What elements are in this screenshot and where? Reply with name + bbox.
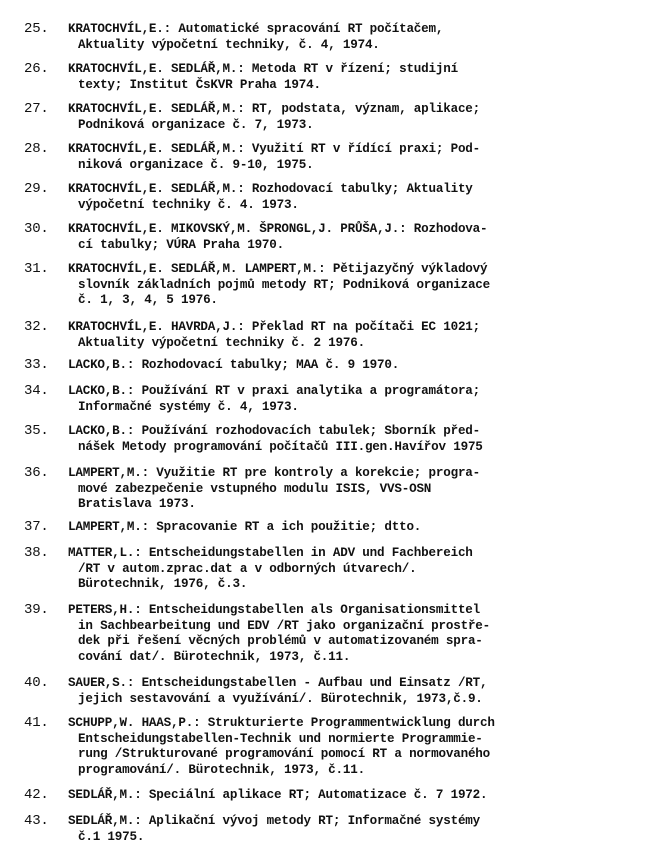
bibliography-entry xyxy=(24,466,664,513)
entry-text-line: KRATOCHVÍL,E. SEDLÁŘ,M.: Využití RT v řídící praxi; Pod- xyxy=(68,142,481,156)
entry-text-line: Entscheidungstabellen-Technik und normierte Programmie- xyxy=(78,731,483,746)
entry-text-line: in Sachbearbeitung und EDV /RT jako organizační prostře- xyxy=(78,618,491,633)
entry-number: 28. xyxy=(24,141,49,157)
entry-number: 35. xyxy=(24,423,49,439)
bibliography-entry xyxy=(24,358,664,374)
bibliography-entry xyxy=(24,716,664,778)
entry-text-line: Aktuality výpočetní techniky č. 2 1976. xyxy=(78,335,365,350)
bibliography-entry xyxy=(24,62,664,93)
bibliography-entry xyxy=(24,788,664,804)
entry-text-line: č.1 1975. xyxy=(78,829,145,844)
entry-text-line: LAMPERT,M.: Využitie RT pre kontroly a korekcie; progra- xyxy=(68,466,481,480)
entry-text-line: KRATOCHVÍL,E. SEDLÁŘ,M. LAMPERT,M.: Pětijazyčný výkladový xyxy=(68,262,488,276)
entry-text-line: texty; Institut ČsKVR Praha 1974. xyxy=(78,77,321,92)
entry-number: 26. xyxy=(24,61,49,77)
entry-number: 42. xyxy=(24,787,49,803)
entry-text-line: KRATOCHVÍL,E.: Automatické spracování RT počítačem, xyxy=(68,22,444,36)
entry-text-line: jejich sestavování a využívání/. Bürotechnik, 1973,č.9. xyxy=(78,691,483,706)
bibliography-entry xyxy=(24,676,664,707)
bibliography-entry xyxy=(24,102,664,133)
entry-number: 32. xyxy=(24,319,49,335)
entry-text-line: programování/. Bürotechnik, 1973, č.11. xyxy=(78,762,365,777)
entry-text-line: SCHUPP,W. HAAS,P.: Strukturierte Programmentwicklung durch xyxy=(68,716,495,730)
entry-text-line: Podniková organizace č. 7, 1973. xyxy=(78,117,314,132)
entry-text-line: Bratislava 1973. xyxy=(78,497,196,511)
bibliography-entry xyxy=(24,222,664,253)
bibliography-entry xyxy=(24,182,664,213)
bibliography-entry xyxy=(24,320,664,351)
bibliography-entry xyxy=(24,520,664,536)
bibliography-entry xyxy=(24,603,664,665)
entry-text-line: slovník základních pojmů metody RT; Podniková organizace xyxy=(78,277,491,292)
entry-text-line: SEDLÁŘ,M.: Speciální aplikace RT; Automatizace č. 7 1972. xyxy=(68,788,488,802)
entry-text-line: cí tabulky; VÚRA Praha 1970. xyxy=(78,237,285,252)
entry-text-line: SEDLÁŘ,M.: Aplikační vývoj metody RT; Informačné systémy xyxy=(68,814,481,828)
entry-text-line: KRATOCHVÍL,E. SEDLÁŘ,M.: Metoda RT v řízení; studijní xyxy=(68,62,458,76)
entry-number: 43. xyxy=(24,813,49,829)
bibliography-entry xyxy=(24,142,664,173)
entry-text-line: KRATOCHVÍL,E. HAVRDA,J.: Překlad RT na počítači EC 1021; xyxy=(68,320,481,334)
entry-text-line: LACKO,B.: Používání RT v praxi analytika a programátora; xyxy=(68,384,481,398)
entry-text-line: rung /Strukturované programování pomocí RT a normovaného xyxy=(78,747,491,761)
entry-number: 41. xyxy=(24,715,49,731)
entry-number: 38. xyxy=(24,545,49,561)
entry-text-line: výpočetní techniky č. 4. 1973. xyxy=(78,197,299,212)
entry-text-line: LACKO,B.: Používání rozhodovacích tabulek; Sborník před- xyxy=(68,424,481,438)
bibliography-entry xyxy=(24,262,664,309)
entry-text-line: niková organizace č. 9-10, 1975. xyxy=(78,157,314,172)
entry-number: 31. xyxy=(24,261,49,277)
entry-number: 29. xyxy=(24,181,49,197)
entry-text-line: č. 1, 3, 4, 5 1976. xyxy=(78,293,218,307)
bibliography-entry xyxy=(24,22,664,53)
entry-text-line: Informačné systémy č. 4, 1973. xyxy=(78,399,299,414)
entry-text-line: Bürotechnik, 1976, č.3. xyxy=(78,577,248,591)
entry-number: 27. xyxy=(24,101,49,117)
entry-text-line: nášek Metody programování počítačů III.gen.Havířov 1975 xyxy=(78,439,483,454)
entry-text-line: dek při řešení věcných problémů v automatizovaném spra- xyxy=(78,634,483,648)
entry-text-line: MATTER,L.: Entscheidungstabellen in ADV und Fachbereich xyxy=(68,546,473,560)
entry-number: 33. xyxy=(24,357,49,373)
entry-text-line: mové zabezpečenie vstupného modulu ISIS, VVS-OSN xyxy=(78,481,432,496)
entry-text-line: KRATOCHVÍL,E. SEDLÁŘ,M.: Rozhodovací tabulky; Aktuality xyxy=(68,182,473,196)
bibliography-entry xyxy=(24,546,664,593)
entry-number: 39. xyxy=(24,602,49,618)
entry-number: 34. xyxy=(24,383,49,399)
bibliography-entry xyxy=(24,814,664,845)
bibliography-entry xyxy=(24,384,664,415)
entry-number: 30. xyxy=(24,221,49,237)
entry-text-line: LAMPERT,M.: Spracovanie RT a ich použitie; dtto. xyxy=(68,520,422,534)
entry-number: 25. xyxy=(24,21,49,37)
entry-text-line: PETERS,H.: Entscheidungstabellen als Organisationsmittel xyxy=(68,603,481,617)
entry-number: 40. xyxy=(24,675,49,691)
bibliography-entry xyxy=(24,424,664,455)
entry-text-line: LACKO,B.: Rozhodovací tabulky; MAA č. 9 1970. xyxy=(68,358,400,372)
entry-text-line: KRATOCHVÍL,E. SEDLÁŘ,M.: RT, podstata, význam, aplikace; xyxy=(68,102,481,116)
entry-text-line: Aktuality výpočetní techniky, č. 4, 1974. xyxy=(78,37,380,52)
entry-text-line: SAUER,S.: Entscheidungstabellen - Aufbau und Einsatz /RT, xyxy=(68,676,488,690)
entry-number: 36. xyxy=(24,465,49,481)
entry-number: 37. xyxy=(24,519,49,535)
entry-text-line: /RT v autom.zprac.dat a v odborných útvarech/. xyxy=(78,561,417,576)
entry-text-line: cování dat/. Bürotechnik, 1973, č.11. xyxy=(78,649,351,664)
entry-text-line: KRATOCHVÍL,E. MIKOVSKÝ,M. ŠPRONGL,J. PRŮŠA,J.: Rozhodova- xyxy=(68,222,488,236)
